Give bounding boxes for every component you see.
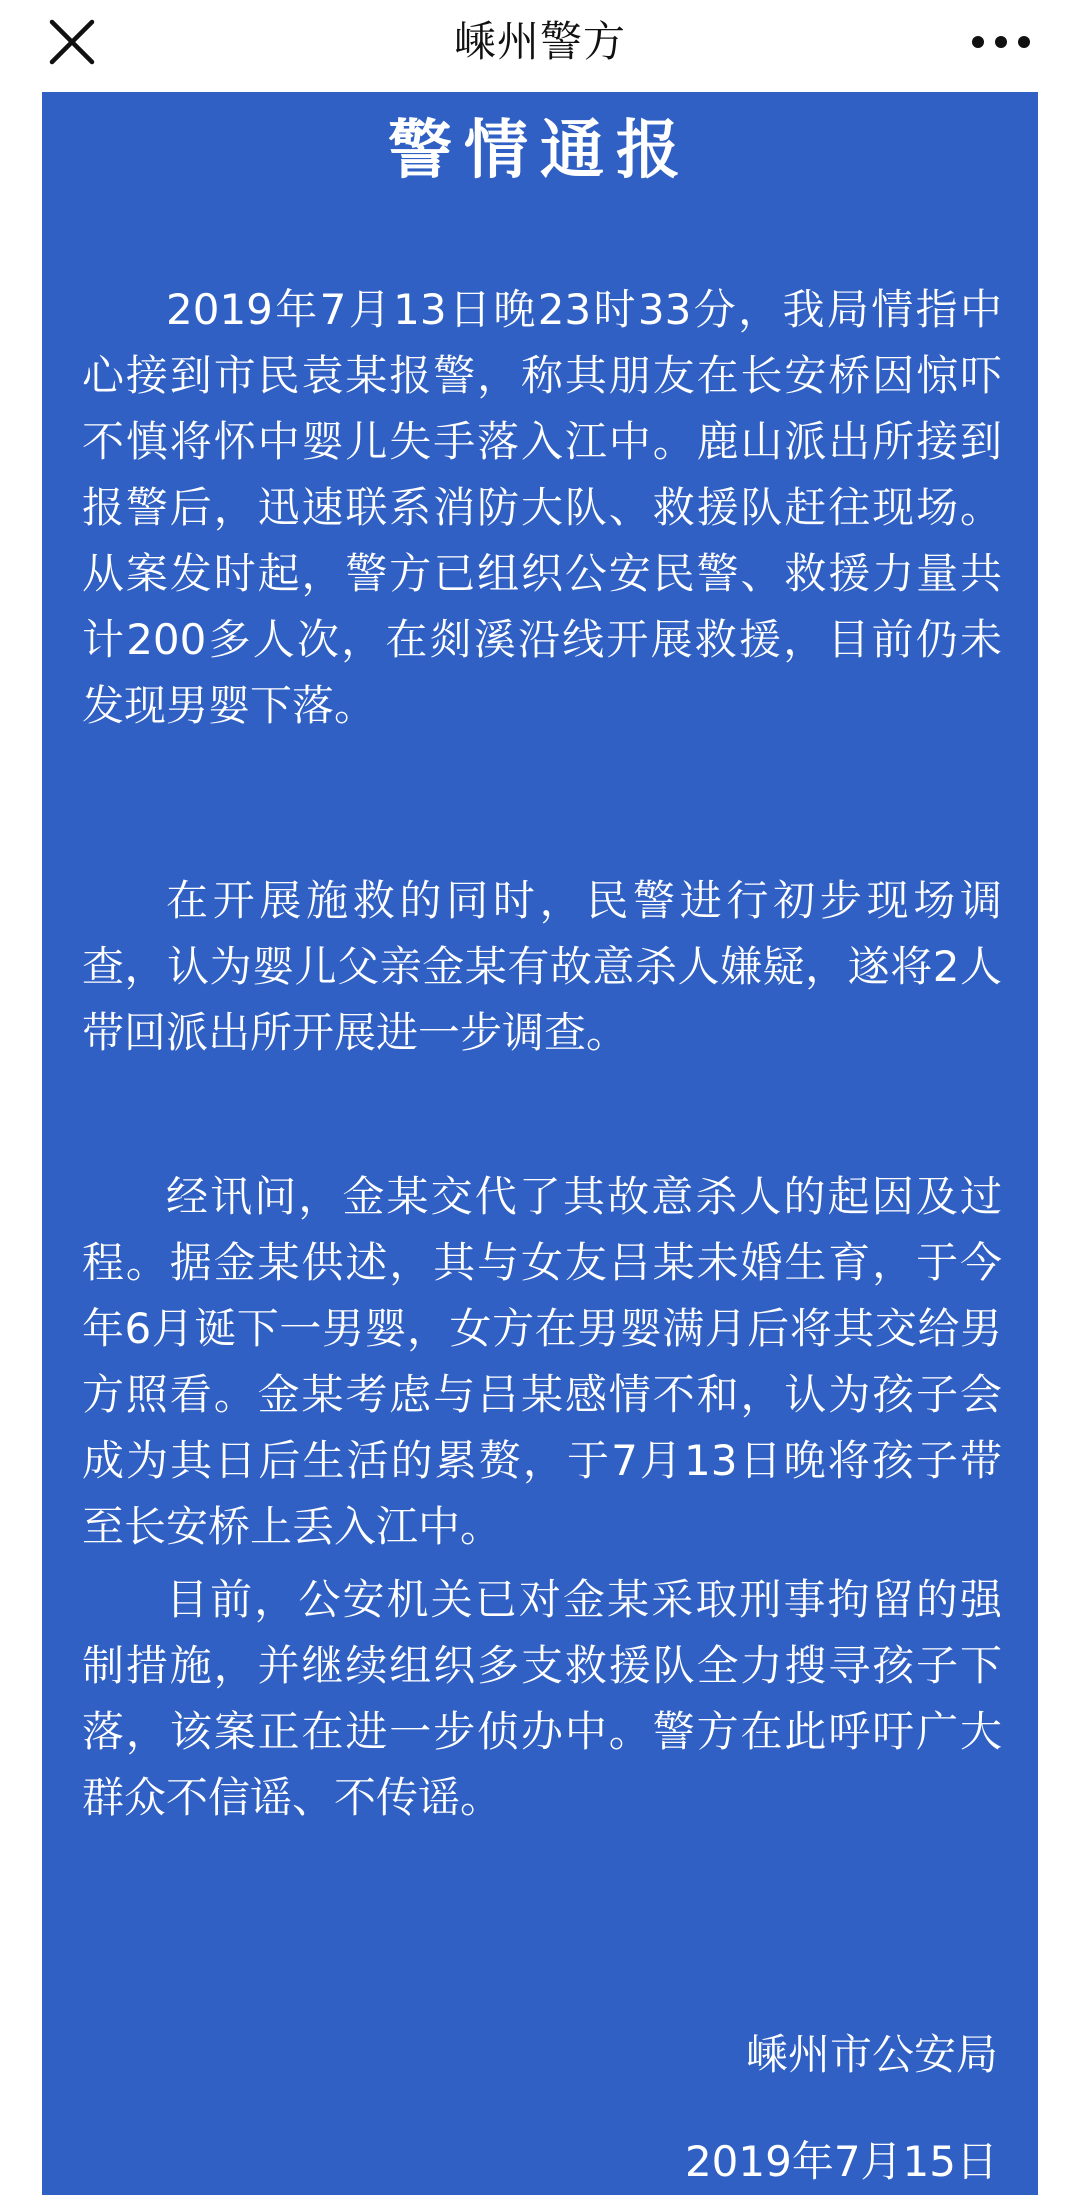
top-navigation-bar: [0, 0, 1080, 92]
notice-title: 警情通报: [388, 114, 692, 188]
notice-paragraph-3: 经讯问，金某交代了其故意杀人的起因及过程。据金某供述，其与女友吕某未婚生育，于今年6月诞下一男婴，女方在男婴满月后将其交给男方照看。金某考虑与吕某感情不和，认为孩子会成为其日后生活的累赘，于7月13日晚将孩子带至长安桥上丢入江中。: [82, 1172, 1002, 1551]
close-icon: [44, 14, 100, 70]
signature-date: 2019年7月15日: [684, 2137, 998, 2186]
notice-paragraph-2: 在开展施救的同时，民警进行初步现场调查，认为婴儿父亲金某有故意杀人嫌疑，遂将2人带回派出所开展进一步调查。: [82, 876, 1002, 1057]
notice-paragraph-4: 目前，公安机关已对金某采取刑事拘留的强制措施，并继续组织多支救援队全力搜寻孩子下落，该案正在进一步侦办中。警方在此呼吁广大群众不信谣、不传谣。: [82, 1575, 1002, 1822]
more-horizontal-icon: [966, 14, 1036, 70]
close-button[interactable]: [44, 14, 100, 70]
notice-paragraph-1: 2019年7月13日晚23时33分，我局情指中心接到市民袁某报警，称其朋友在长安桥因惊吓不慎将怀中婴儿失手落入江中。鹿山派出所接到报警后，迅速联系消防大队、救援队赶往现场。从案发时起，警方已组织公安民警、救援力量共计200多人次，在剡溪沿线开展救援，目前仍未发现男婴下落。: [82, 285, 1002, 730]
signature-organization: 嵊州市公安局: [745, 2030, 998, 2079]
police-notice-image: [42, 92, 1038, 2195]
more-options-button[interactable]: [966, 14, 1036, 70]
page-title: 嵊州警方: [453, 17, 626, 66]
